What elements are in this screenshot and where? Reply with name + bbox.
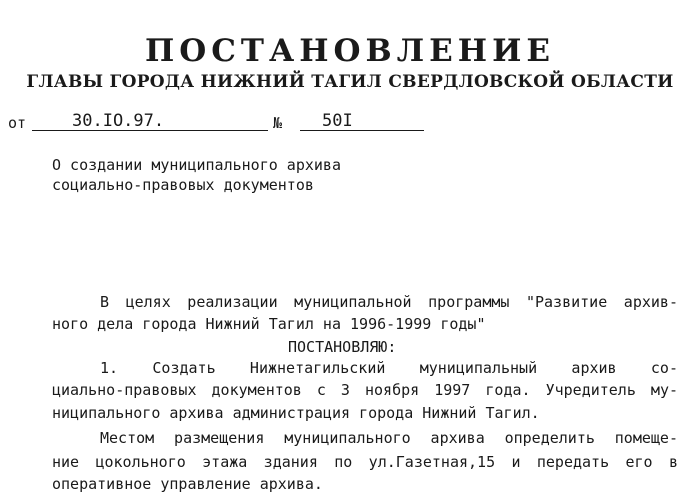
body-line-6: ниципального архива администрация города Нижний Тагил.	[52, 404, 540, 422]
number-label: №	[273, 114, 283, 132]
number-value: 50I	[322, 111, 353, 131]
body-line-1: В целях реализации муниципальной программы "Развитие архив-	[100, 293, 678, 311]
date-label: от	[8, 114, 27, 132]
resolution-word: ПОСТАНОВЛЯЮ:	[288, 338, 397, 356]
date-value: 30.IO.97.	[72, 111, 165, 131]
number-underline	[300, 130, 424, 131]
document-title: ПОСТАНОВЛЕНИЕ	[144, 33, 555, 69]
body-line-2: ного дела города Нижний Тагил на 1996-1999 годы"	[52, 315, 486, 333]
subject-line-1: О создании муниципального архива	[52, 156, 341, 174]
subject-line-2: социально-правовых документов	[52, 176, 314, 194]
body-line-4: 1. Создать Нижнетагильский муниципальный архив со-	[100, 359, 678, 377]
body-line-9: оперативное управление архива.	[52, 475, 323, 493]
document-subtitle: ГЛАВЫ ГОРОДА НИЖНИЙ ТАГИЛ СВЕРДЛОВСКОЙ ОБЛАСТИ	[26, 72, 674, 92]
body-line-8: ние цокольного этажа здания по ул.Газетная,15 и передать его в	[52, 453, 678, 471]
body-line-5: циально-правовых документов с 3 ноября 1997 года. Учредитель му-	[52, 381, 678, 399]
body-line-7: Местом размещения муниципального архива определить помеще-	[100, 429, 678, 447]
